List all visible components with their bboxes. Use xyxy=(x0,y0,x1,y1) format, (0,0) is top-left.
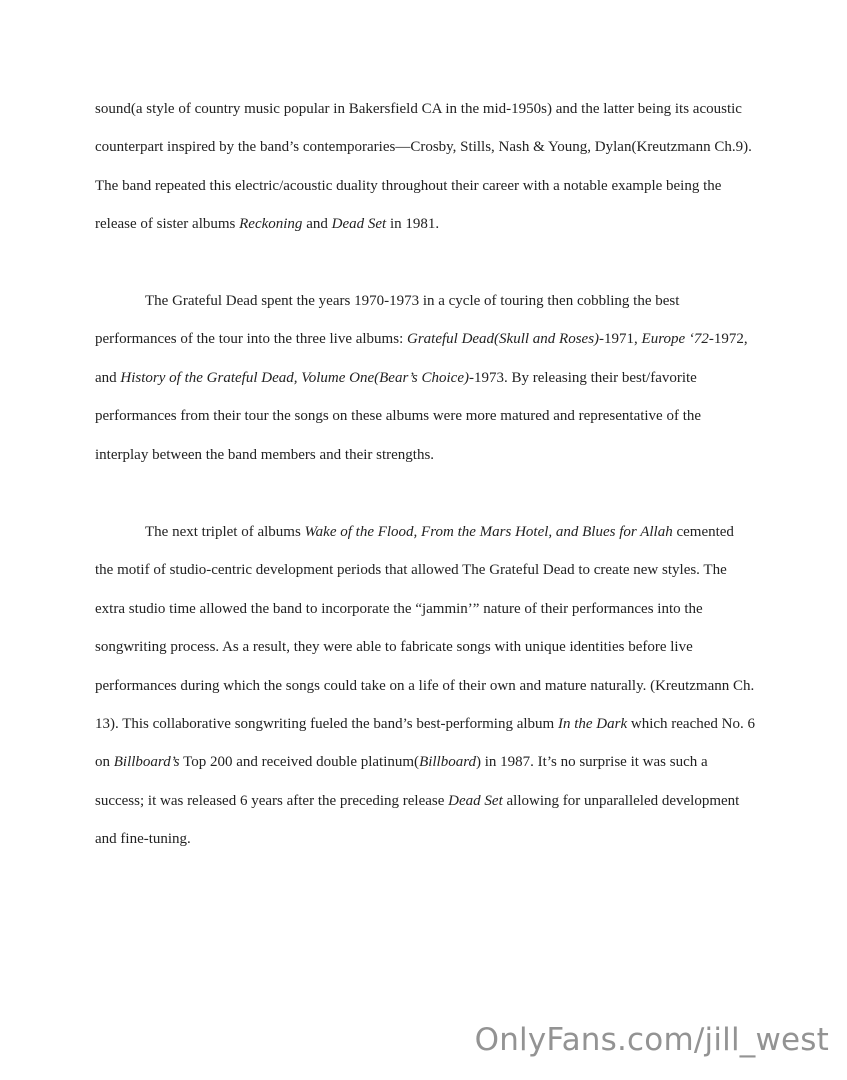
text-run: in 1981. xyxy=(386,216,440,233)
italic-title-text: In the Dark xyxy=(557,716,628,733)
paragraph-text xyxy=(95,282,755,474)
text-run: Top 200 and received double platinum( xyxy=(179,754,420,771)
text-run: -1973. By releasing their best/favorite performances from their tour the songs on these albums were more matured and representative of the interplay between the band members and their strengths. xyxy=(95,369,702,463)
text-run: cemented the motif of studio-centric development periods that allowed The Grateful Dead to create new styles. The extra studio time allowed the band to incorporate the “jammin’” nature of their performances into the songwriting process. As a result, they were able to fabricate songs with unique identities before live performances during which the songs could take on a life of their own and mature naturally. (Kreutzmann Ch. 13). This collaborative songwriting fueled the band’s best-performing album xyxy=(95,524,755,733)
italic-title-text: Grateful Dead(Skull and Roses) xyxy=(406,331,600,348)
text-run: and xyxy=(302,216,332,233)
watermark-text: OnlyFans.com/jill_west xyxy=(474,1022,829,1058)
text-run: The next triplet of albums xyxy=(145,524,305,540)
text-run: which reached No. 6 on xyxy=(95,716,755,771)
text-run: ) in 1987. It’s no surprise it was such a success; it was released 6 years after the preceding release xyxy=(95,754,708,809)
italic-title-text: Dead Set xyxy=(331,216,387,233)
italic-title-text: Billboard’s xyxy=(113,754,180,771)
text-run: sound(a style of country music popular in Bakersfield CA in the mid-1950s) and the latter being its acoustic counterpart inspired by the band’s contemporaries—Crosby, Stills, Nash & Young, Dylan(Kreutzmann Ch.9). The band repeated this electric/acoustic duality throughout their career with a notable example being the release of sister albums xyxy=(95,101,752,233)
text-run: allowing for unparalleled development and fine-tuning. xyxy=(95,792,740,848)
text-run: -1972, and xyxy=(95,331,748,386)
italic-title-text: Wake of the Flood, From the Mars Hotel, and Blues for Allah xyxy=(304,524,673,540)
paragraph-studio-albums xyxy=(95,513,755,859)
paragraph-text xyxy=(95,90,755,244)
italic-title-text: Reckoning xyxy=(239,216,303,233)
paragraph-text xyxy=(95,513,755,859)
text-run: -1971, xyxy=(599,331,642,348)
paragraph-electric-acoustic xyxy=(95,90,755,244)
paragraph-live-albums xyxy=(95,282,755,474)
italic-title-text: Dead Set xyxy=(448,792,503,809)
italic-title-text: Billboard xyxy=(419,754,477,771)
text-run: The Grateful Dead spent the years 1970-1973 in a cycle of touring then cobbling the best performances of the tour into the three live albums: xyxy=(95,293,680,348)
italic-title-text: Europe ‘72 xyxy=(641,331,709,348)
italic-title-text: History of the Grateful Dead, Volume One(Bear’s Choice) xyxy=(120,369,469,386)
